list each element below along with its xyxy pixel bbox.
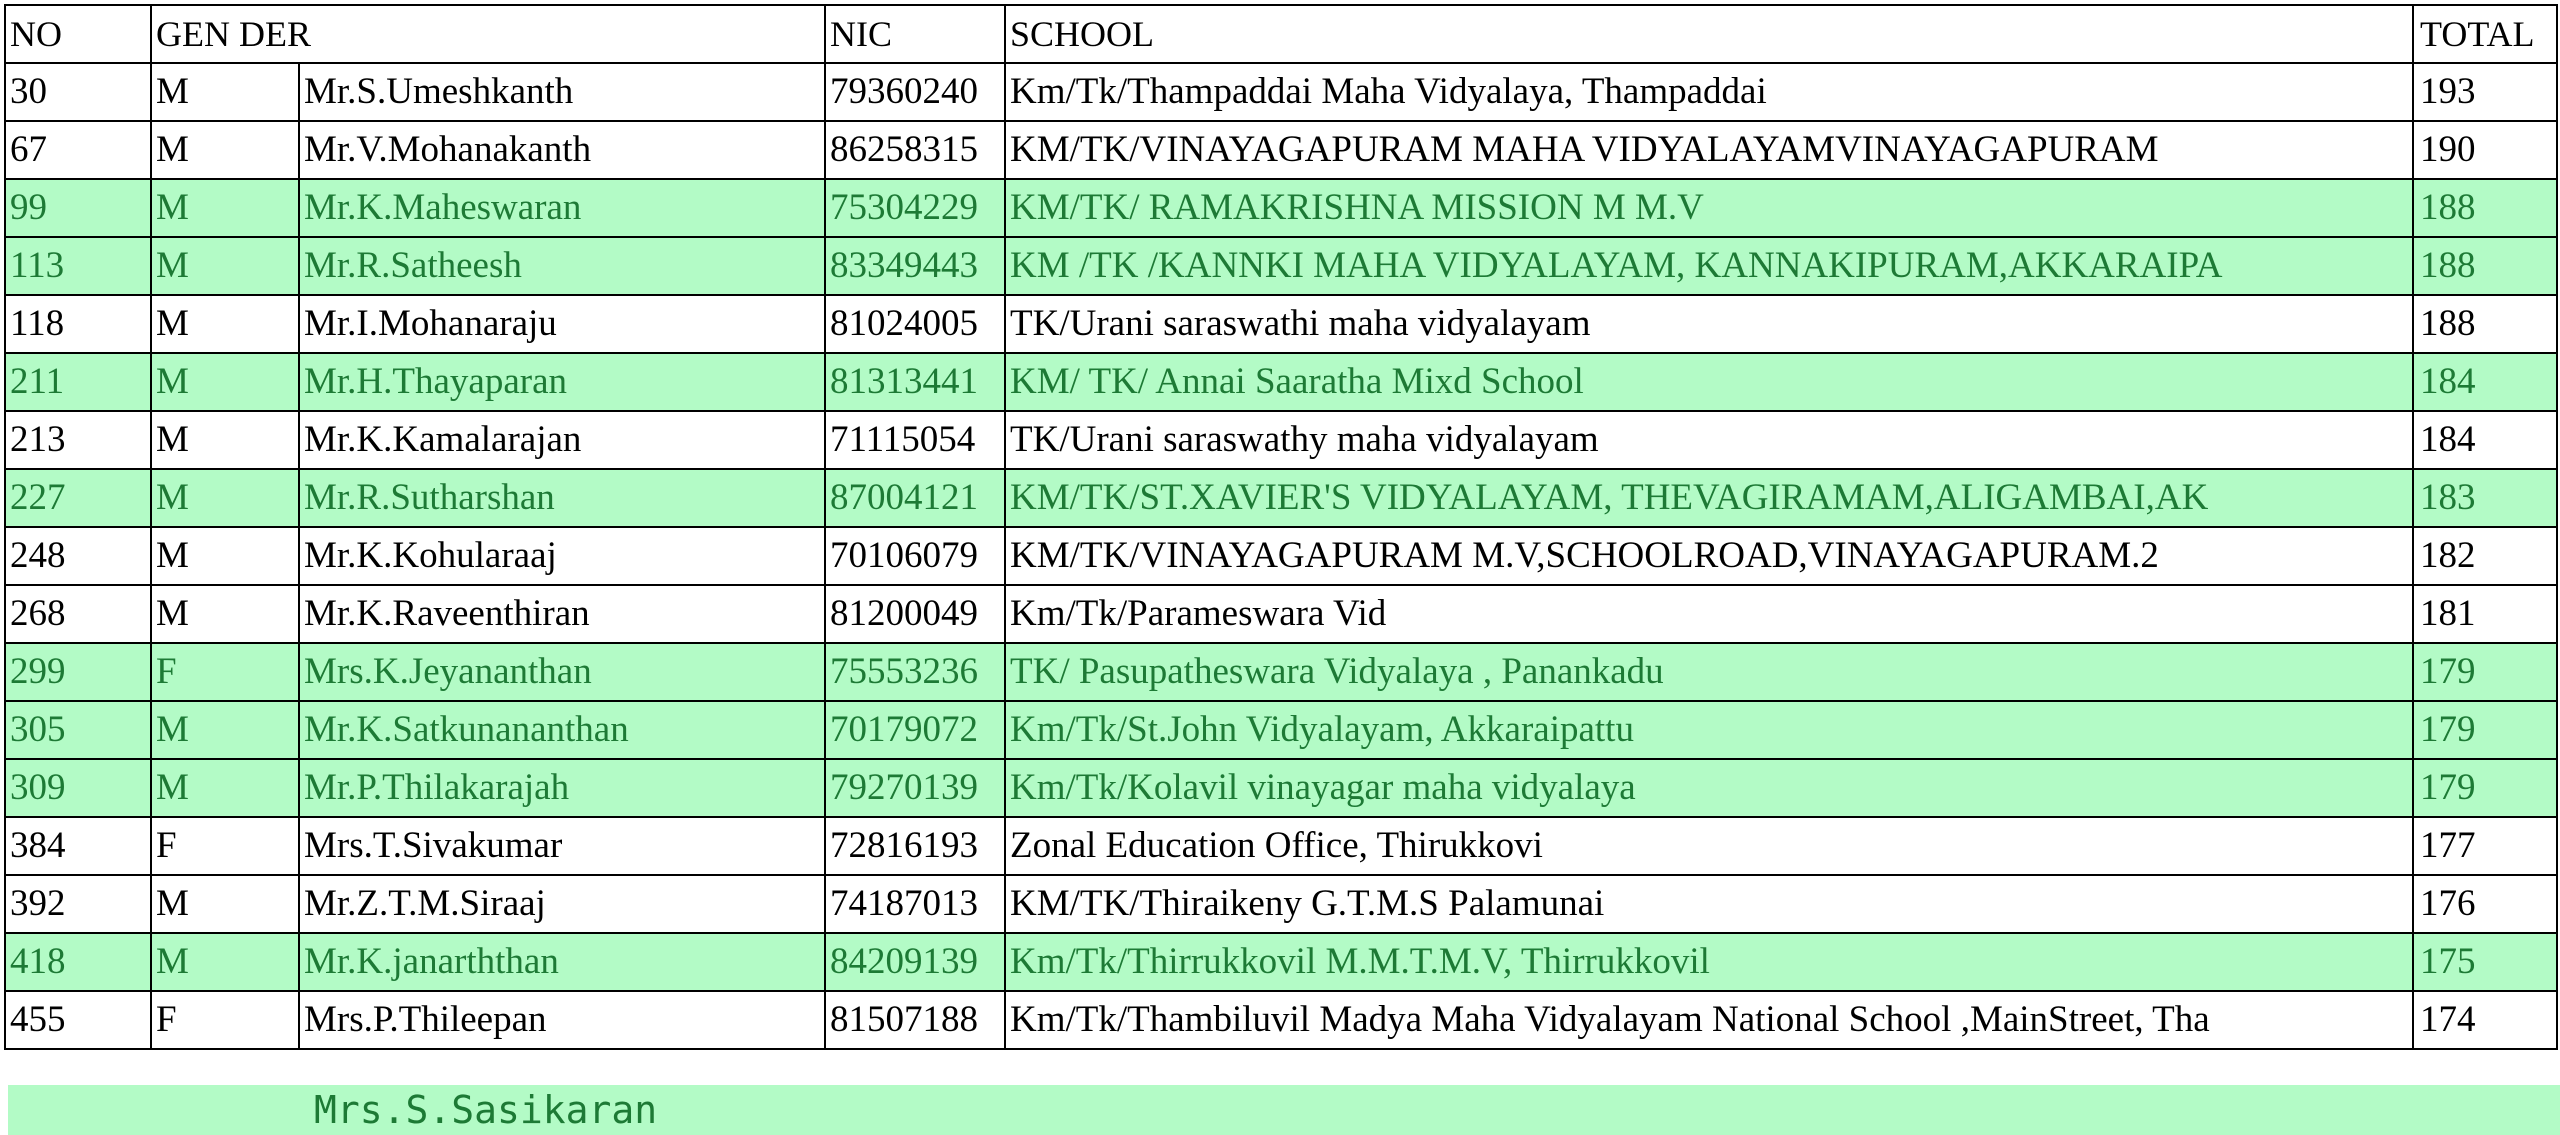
table-row [5, 991, 2557, 1049]
cell-school: KM/TK/VINAYAGAPURAM M.V,SCHOOLROAD,VINAYAGAPURAM.2 [1005, 527, 2413, 585]
cell-no: 299 [5, 643, 151, 701]
cell-name: Mr.P.Thilakarajah [299, 759, 825, 817]
cell-name: Mr.K.Satkunananthan [299, 701, 825, 759]
cell-nic: 75304229 [825, 179, 1005, 237]
cell-school: KM/TK/ST.XAVIER'S VIDYALAYAM, THEVAGIRAMAM,ALIGAMBAI,AK [1005, 469, 2413, 527]
cell-name: Mr.Z.T.M.Siraaj [299, 875, 825, 933]
cell-no: 248 [5, 527, 151, 585]
cell-no: 227 [5, 469, 151, 527]
cell-total: 179 [2413, 643, 2557, 701]
cell-gender: M [151, 759, 299, 817]
cell-gender: F [151, 817, 299, 875]
cell-name: Mr.K.janarththan [299, 933, 825, 991]
cell-name: Mr.R.Satheesh [299, 237, 825, 295]
cell-name: Mr.R.Sutharshan [299, 469, 825, 527]
cell-total: 182 [2413, 527, 2557, 585]
table-row [5, 933, 2557, 991]
cell-school: Km/Tk/Parameswara Vid [1005, 585, 2413, 643]
cell-total: 188 [2413, 179, 2557, 237]
cell-school: Zonal Education Office, Thirukkovi [1005, 817, 2413, 875]
cell-total: 174 [2413, 991, 2557, 1049]
cell-gender: M [151, 179, 299, 237]
cell-no: 418 [5, 933, 151, 991]
cell-nic: 86258315 [825, 121, 1005, 179]
cell-nic: 72816193 [825, 817, 1005, 875]
cell-name: Mr.I.Mohanaraju [299, 295, 825, 353]
cell-gender: M [151, 875, 299, 933]
cell-nic: 79270139 [825, 759, 1005, 817]
cell-school: Km/Tk/St.John Vidyalayam, Akkaraipattu [1005, 701, 2413, 759]
header-no: NO [5, 5, 151, 63]
cell-total: 184 [2413, 353, 2557, 411]
header-row [5, 5, 2557, 63]
table-row [5, 527, 2557, 585]
cell-no: 213 [5, 411, 151, 469]
cell-school: Km/Tk/Thambiluvil Madya Maha Vidyalayam National School ,MainStreet, Tha [1005, 991, 2413, 1049]
cell-total: 177 [2413, 817, 2557, 875]
table-row [5, 179, 2557, 237]
cell-gender: M [151, 933, 299, 991]
table-row [5, 875, 2557, 933]
table-row [5, 63, 2557, 121]
cell-gender: M [151, 121, 299, 179]
cell-gender: M [151, 63, 299, 121]
cell-no: 113 [5, 237, 151, 295]
cell-gender: M [151, 237, 299, 295]
table-row [5, 469, 2557, 527]
cell-gender: F [151, 991, 299, 1049]
cell-total: 190 [2413, 121, 2557, 179]
cell-name: Mr.S.Umeshkanth [299, 63, 825, 121]
cell-nic: 81507188 [825, 991, 1005, 1049]
cell-school: KM/TK/ RAMAKRISHNA MISSION M M.V [1005, 179, 2413, 237]
cell-no: 455 [5, 991, 151, 1049]
cell-school: Km/Tk/Thirrukkovil M.M.T.M.V, Thirrukkovil [1005, 933, 2413, 991]
cell-nic: 79360240 [825, 63, 1005, 121]
cell-name: Mrs.P.Thileepan [299, 991, 825, 1049]
table-row [5, 585, 2557, 643]
cell-nic: 84209139 [825, 933, 1005, 991]
cell-gender: M [151, 527, 299, 585]
cell-nic: 81313441 [825, 353, 1005, 411]
table-row [5, 817, 2557, 875]
cell-no: 305 [5, 701, 151, 759]
table-row [5, 701, 2557, 759]
cell-gender: M [151, 353, 299, 411]
cell-total: 175 [2413, 933, 2557, 991]
cell-total: 184 [2413, 411, 2557, 469]
table-row [5, 295, 2557, 353]
cell-nic: 70106079 [825, 527, 1005, 585]
cell-total: 188 [2413, 237, 2557, 295]
cell-no: 99 [5, 179, 151, 237]
cell-gender: M [151, 411, 299, 469]
results-table [4, 4, 2558, 1050]
header-total: TOTAL [2413, 5, 2557, 63]
table-row [5, 759, 2557, 817]
cell-no: 309 [5, 759, 151, 817]
cell-no: 118 [5, 295, 151, 353]
cell-name: Mr.K.Kamalarajan [299, 411, 825, 469]
cell-total: 193 [2413, 63, 2557, 121]
table-row [5, 353, 2557, 411]
cell-gender: M [151, 585, 299, 643]
cell-school: KM/TK/VINAYAGAPURAM MAHA VIDYALAYAMVINAYAGAPURAM [1005, 121, 2413, 179]
cell-name: Mr.V.Mohanakanth [299, 121, 825, 179]
cell-school: TK/ Pasupatheswara Vidyalaya , Panankadu [1005, 643, 2413, 701]
cell-no: 67 [5, 121, 151, 179]
header-nic: NIC [825, 5, 1005, 63]
cell-name: Mr.K.Raveenthiran [299, 585, 825, 643]
cell-total: 176 [2413, 875, 2557, 933]
cell-no: 211 [5, 353, 151, 411]
cell-nic: 81200049 [825, 585, 1005, 643]
cell-name: Mrs.K.Jeyananthan [299, 643, 825, 701]
cell-no: 268 [5, 585, 151, 643]
table-row [5, 411, 2557, 469]
cell-nic: 70179072 [825, 701, 1005, 759]
cell-total: 179 [2413, 759, 2557, 817]
cell-school: KM /TK /KANNKI MAHA VIDYALAYAM, KANNAKIPURAM,AKKARAIPA [1005, 237, 2413, 295]
table-row [5, 121, 2557, 179]
table-row [5, 237, 2557, 295]
cell-gender: M [151, 469, 299, 527]
cell-school: Km/Tk/Thampaddai Maha Vidyalaya, Thampaddai [1005, 63, 2413, 121]
cell-nic: 87004121 [825, 469, 1005, 527]
cell-nic: 83349443 [825, 237, 1005, 295]
cell-gender: F [151, 643, 299, 701]
cell-nic: 71115054 [825, 411, 1005, 469]
cell-gender: M [151, 701, 299, 759]
cell-name: Mr.H.Thayaparan [299, 353, 825, 411]
cell-school: TK/Urani saraswathi maha vidyalayam [1005, 295, 2413, 353]
cell-school: Km/Tk/Kolavil vinayagar maha vidyalaya [1005, 759, 2413, 817]
cell-school: KM/ TK/ Annai Saaratha Mixd School [1005, 353, 2413, 411]
cell-no: 30 [5, 63, 151, 121]
cell-school: TK/Urani saraswathy maha vidyalayam [1005, 411, 2413, 469]
header-school: SCHOOL [1005, 5, 2413, 63]
cell-nic: 74187013 [825, 875, 1005, 933]
cell-total: 188 [2413, 295, 2557, 353]
cell-nic: 75553236 [825, 643, 1005, 701]
cell-total: 183 [2413, 469, 2557, 527]
cell-gender: M [151, 295, 299, 353]
cell-no: 392 [5, 875, 151, 933]
cell-nic: 81024005 [825, 295, 1005, 353]
partial-row-name: Mrs.S.Sasikaran [314, 1088, 658, 1132]
cell-school: KM/TK/Thiraikeny G.T.M.S Palamunai [1005, 875, 2413, 933]
cell-no: 384 [5, 817, 151, 875]
cell-name: Mrs.T.Sivakumar [299, 817, 825, 875]
table-row [5, 643, 2557, 701]
cell-name: Mr.K.Maheswaran [299, 179, 825, 237]
cell-total: 179 [2413, 701, 2557, 759]
cell-total: 181 [2413, 585, 2557, 643]
cell-name: Mr.K.Kohularaaj [299, 527, 825, 585]
header-gender: GEN DER [151, 5, 825, 63]
